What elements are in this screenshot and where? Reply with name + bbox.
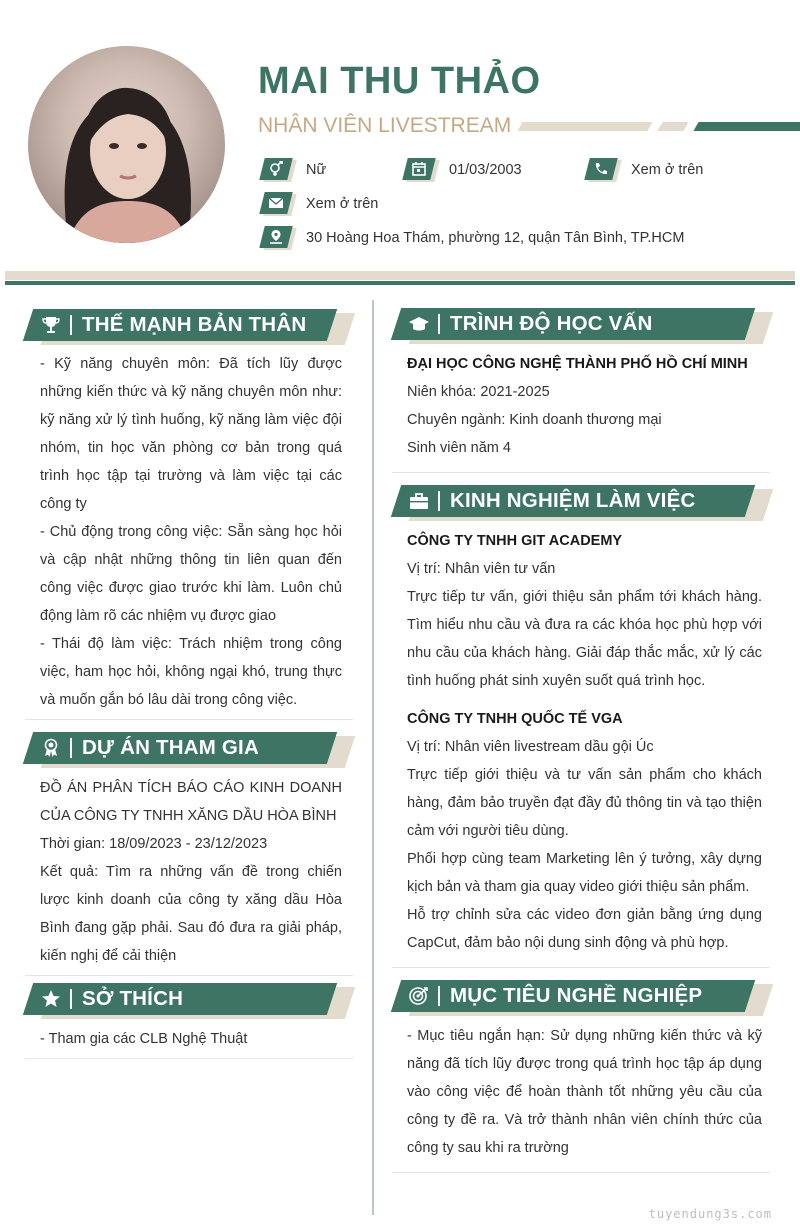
company-name: CÔNG TY TNHH QUỐC TẾ VGA [407, 711, 623, 727]
email-value: Xem ở trên [306, 196, 379, 212]
phone-icon [587, 158, 621, 182]
header-divider-accent [5, 281, 795, 285]
email-info [262, 192, 378, 216]
birthday-value: 01/03/2003 [449, 162, 522, 178]
job-description: Trực tiếp giới thiệu và tư vấn sản phẩm cho khách hàng, đảm bảo truyền đạt đầy đủ thông tin và tạo thiện cảm với người tiêu dùng. [407, 767, 762, 839]
strength-item: - Chủ động trong công việc: Sẵn sàng học hỏi và cập nhật những thông tin liên quan đến công việc được giao trước khi làm. Luôn chủ động làm rõ các nhiệm vụ được giao [40, 524, 342, 624]
goals-header [396, 980, 750, 1012]
projects-header [28, 732, 332, 764]
education-content [407, 350, 762, 462]
strength-item: - Thái độ làm việc: Trách nhiệm trong công việc, ham học hỏi, không ngại khó, trung thực và muốn gắn bó lâu dài trong công việc. [40, 636, 342, 708]
email-icon [262, 192, 296, 216]
experience-header [396, 485, 750, 517]
job-role: Vị trí: Nhân viên livestream dầu gội Úc [407, 739, 654, 755]
education-header [396, 308, 750, 340]
section-rule [392, 1172, 770, 1173]
hobbies-title: SỞ THÍCH [82, 987, 184, 1010]
strengths-header [28, 309, 332, 341]
section-rule [25, 1058, 353, 1059]
project-time: Thời gian: 18/09/2023 - 23/12/2023 [40, 836, 268, 852]
trophy-icon [40, 315, 62, 335]
section-rule [392, 472, 770, 473]
star-icon [40, 989, 62, 1009]
school-major: Chuyên ngành: Kinh doanh thương mại [407, 412, 662, 428]
gender-icon [262, 158, 296, 182]
school-name: ĐẠI HỌC CÔNG NGHỆ THÀNH PHỐ HỒ CHÍ MINH [407, 356, 748, 372]
gender-info [262, 158, 326, 182]
experience-title: KINH NGHIỆM LÀM VIỆC [450, 489, 696, 512]
title-decor-bar-accent [693, 122, 800, 131]
strengths-content [40, 350, 342, 714]
header-divider [5, 271, 795, 280]
projects-content [40, 774, 342, 970]
graduation-cap-icon [408, 314, 430, 334]
goal-text: - Mục tiêu ngắn hạn: Sử dụng những kiến thức và kỹ năng đã tích lũy được trong quá trình học tập áp dụng vào công việc để hoàn thành tốt những yêu cầu của công ty đề ra. Và trở thành nhân viên chính thức của công ty sau khi ra trường [407, 1028, 762, 1156]
section-rule [25, 975, 353, 976]
watermark: tuyendung3s.com [648, 1207, 772, 1221]
job-description: Phối hợp cùng team Marketing lên ý tưởng, xây dựng kịch bản và tham gia quay video giới thiệu sản phẩm. [407, 851, 762, 895]
strength-item: - Kỹ năng chuyên môn: Đã tích lũy được những kiến thức và kỹ năng chuyên môn như: kỹ năng xử lý tình huống, kỹ năng làm việc đội nhóm, tin học văn phòng cơ bản trong quá trình học tập tại trường và làm việc tại các công ty [40, 356, 342, 512]
experience-content [407, 527, 762, 957]
school-years: Niên khóa: 2021-2025 [407, 384, 550, 400]
school-status: Sinh viên năm 4 [407, 440, 511, 456]
project-result: Kết quả: Tìm ra những vấn đề trong chiến lược kinh doanh của công ty xăng dầu Hòa Bình đang gặp phải. Sau đó đưa ra giải pháp, kiến nghị để cải thiện [40, 864, 342, 964]
job-role: Vị trí: Nhân viên tư vấn [407, 561, 556, 577]
job-title: NHÂN VIÊN LIVESTREAM [258, 114, 512, 137]
location-pin-icon [262, 226, 296, 250]
hobbies-header [28, 983, 332, 1015]
strengths-title: THẾ MẠNH BẢN THÂN [82, 313, 307, 336]
projects-title: DỰ ÁN THAM GIA [82, 736, 259, 759]
project-name: ĐỒ ÁN PHÂN TÍCH BÁO CÁO KINH DOANH CỦA CÔNG TY TNHH XĂNG DẦU HÒA BÌNH [40, 780, 342, 824]
award-badge-icon [40, 738, 62, 758]
target-icon [408, 986, 430, 1006]
hobbies-content [40, 1025, 342, 1053]
profile-photo [28, 46, 225, 243]
phone-value: Xem ở trên [631, 162, 704, 178]
hobby-item: - Tham gia các CLB Nghệ Thuật [40, 1031, 248, 1047]
goals-content [407, 1022, 762, 1162]
title-decor-bar [657, 122, 688, 131]
job-description: Hỗ trợ chỉnh sửa các video đơn giản bằng ứng dụng CapCut, đảm bảo nội dung sinh động và phù hợp. [407, 907, 762, 951]
briefcase-icon [408, 491, 430, 511]
company-name: CÔNG TY TNHH GIT ACADEMY [407, 533, 623, 549]
column-divider [372, 300, 374, 1215]
section-rule [392, 967, 770, 968]
address-info [262, 226, 684, 250]
calendar-icon [405, 158, 439, 182]
candidate-name: MAI THU THẢO [258, 60, 541, 102]
address-value: 30 Hoàng Hoa Thám, phường 12, quận Tân Bình, TP.HCM [306, 230, 685, 246]
phone-info [587, 158, 703, 182]
birthday-info [405, 158, 522, 182]
section-rule [25, 719, 353, 720]
job-description: Trực tiếp tư vấn, giới thiệu sản phẩm tới khách hàng. Tìm hiểu nhu cầu và đưa ra các khóa học phù hợp với nhu cầu của khách hàng. Giải đáp thắc mắc, xử lý các tình huống phát sinh xuyên suốt quá trình học. [407, 589, 762, 689]
portrait-illustration [28, 46, 225, 243]
gender-value: Nữ [306, 162, 327, 178]
education-title: TRÌNH ĐỘ HỌC VẤN [450, 312, 653, 335]
goals-title: MỤC TIÊU NGHỀ NGHIỆP [450, 984, 703, 1007]
title-decor-bar [517, 122, 652, 131]
